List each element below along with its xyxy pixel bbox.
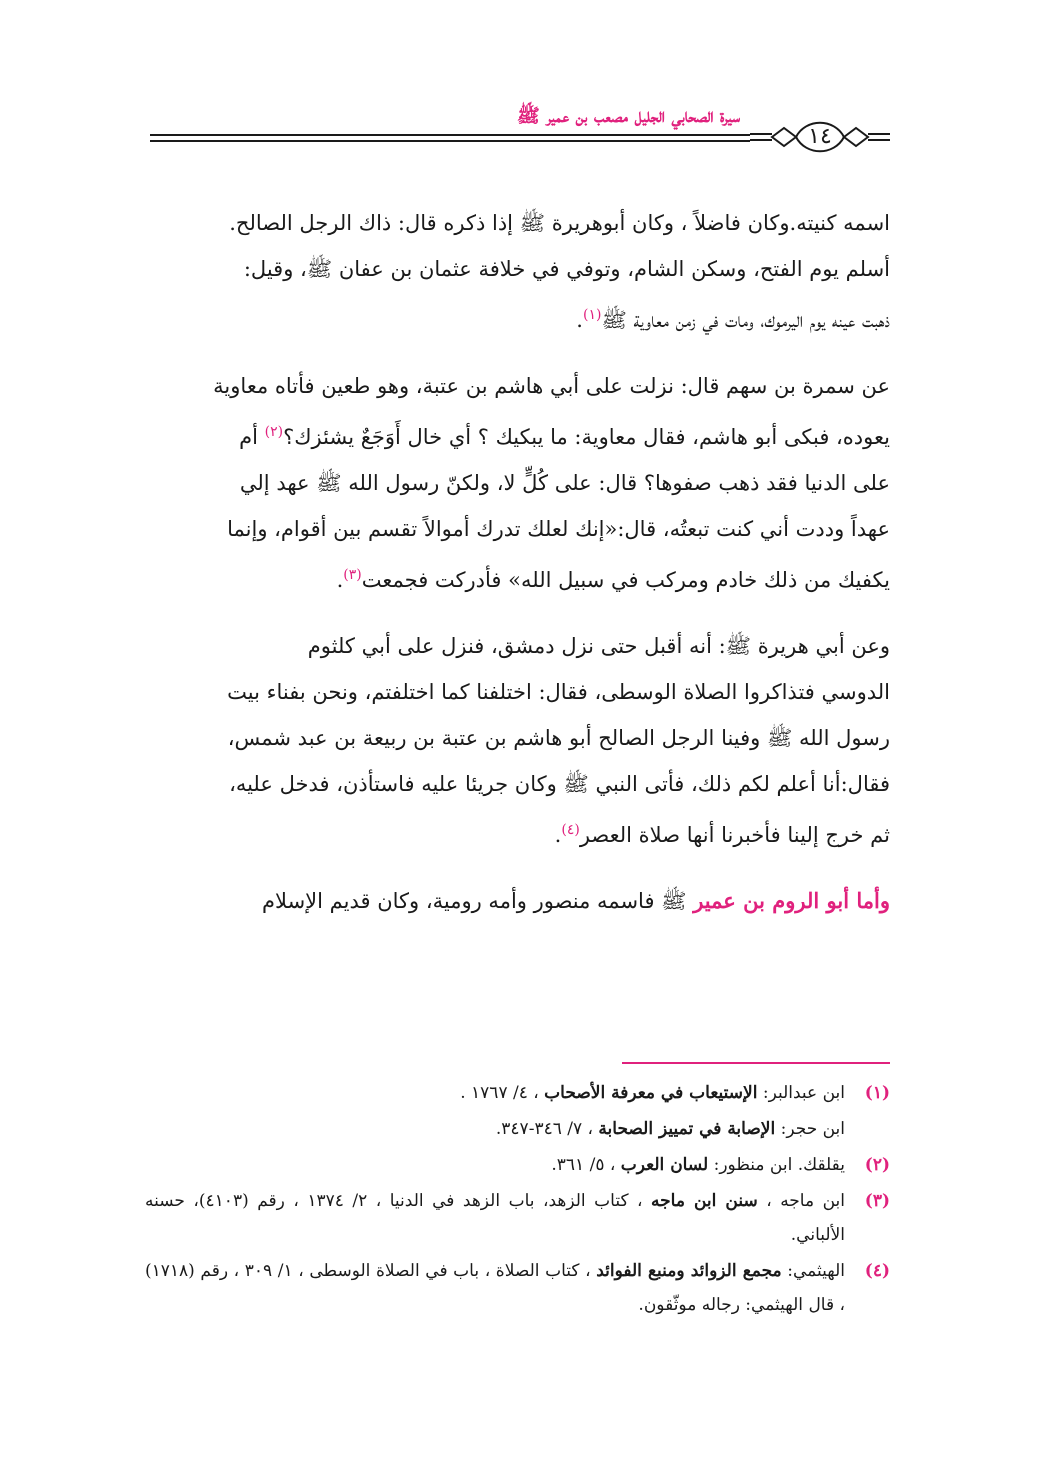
text-line [150, 807, 890, 858]
paragraph-3 [150, 623, 890, 858]
name-highlight: وأما أبو الروم بن عمير [693, 888, 890, 913]
footnote-text: الهيثمي: [781, 1261, 845, 1281]
footnote-ref[interactable]: (٤) [561, 822, 580, 838]
footnote-text: ، كتاب الصلاة ، باب في الصلاة الوسطى ، ١/ ٣٠٩ ، رقم (١٧١٨) ، قال الهيثمي: رجاله موثّقون. [145, 1261, 845, 1315]
footnote-ref[interactable]: (٣) [343, 567, 362, 583]
footnote-source-title: الإستيعاب في معرفة الأصحاب [544, 1083, 758, 1103]
text-span: . [554, 823, 562, 847]
text-line [150, 292, 890, 343]
main-text [150, 200, 890, 944]
footnote-number: (١) [864, 1083, 890, 1103]
text-line: رسول الله ﷺ وفينا الرجل الصالح أبو هاشم بن عتبة بن ربيعة بن عبد شمس، [227, 726, 890, 750]
text-span: أم [239, 425, 258, 449]
footnote-ref[interactable]: (١) [582, 307, 602, 323]
text-line: على الدنيا فقد ذهب صفوها؟ قال: على كُلٍّ لا، ولكنّ رسول الله ﷺ عهد إلي [239, 471, 890, 495]
footnote-source-title: الإصابة في تمييز الصحابة [598, 1119, 776, 1139]
footnote-text: يقلقك. ابن منظور: [708, 1155, 845, 1175]
text-span: ذهبت عينه يوم اليرموك، ومات في زمن معاوية ﷺ [601, 308, 890, 332]
footnote-text: ابن حجر: [775, 1119, 845, 1139]
footnote-text: ، كتاب الزهد، باب الزهد في الدنيا ، ٢/ ١٣٧٤ ، رقم (٤١٠٣)، حسنه الألباني. [145, 1191, 845, 1245]
footnote-item [145, 1184, 890, 1252]
paragraph-1 [150, 200, 890, 343]
text-span: ﷺ فاسمه منصور وأمه رومية، وكان قديم الإسلام [262, 889, 694, 913]
footnote-text: ، ٧/ ٣٤٦-٣٤٧. [495, 1119, 599, 1139]
text-line: فقال:أنا أعلم لكم ذلك، فأتى النبي ﷺ وكان جريئا عليه فاستأذن، فدخل عليه، [229, 772, 890, 796]
footnote-divider [622, 1062, 890, 1064]
footnote-number: (٤) [864, 1261, 890, 1281]
text-span: يعوده، فبكى أبو هاشم، فقال معاوية: ما يبكيك ؟ أي خال أَوَجَعٌ يشئزك؟ [283, 425, 890, 449]
footnotes [145, 1076, 890, 1324]
footnote-text: ، ٤/ ١٧٦٧ . [460, 1083, 545, 1103]
footnote-number: (٣) [864, 1191, 890, 1211]
text-line: أسلم يوم الفتح، وسكن الشام، وتوفي في خلافة عثمان بن عفان ﷺ، وقيل: [243, 257, 890, 281]
footnote-item [145, 1076, 890, 1110]
text-line [150, 552, 890, 603]
text-line: عهداً وددت أني كنت تبعتُه، قال:«إنك لعلك تدرك أموالاً تقسم بين أقوام، وإنما [227, 517, 890, 541]
footnote-item [145, 1254, 890, 1322]
paragraph-2 [150, 363, 890, 603]
header-rule [150, 140, 750, 142]
text-span: يكفيك من ذلك خادم ومركب في سبيل الله» فأدركت فجمعت [361, 568, 890, 592]
running-title: سيرة الصحابي الجليل مصعب بن عمير ﷺ [516, 105, 740, 127]
text-line: وعن أبي هريرة ﷺ: أنه أقبل حتى نزل دمشق، فنزل على أبي كلثوم [307, 634, 890, 658]
footnote-text: ابن عبدالبر: [757, 1083, 845, 1103]
text-line: اسمه كنيته.وكان فاضلاً ، وكان أبوهريرة ﷺ إذا ذكره قال: ذاك الرجل الصالح. [229, 211, 890, 235]
page-number-ornament [750, 114, 890, 160]
footnote-source-title: لسان العرب [620, 1155, 709, 1175]
footnote-text: ، ٥/ ٣٦١. [551, 1155, 621, 1175]
footnote-source-title: مجمع الزوائد ومنبع الفوائد [596, 1261, 782, 1281]
footnote-item [145, 1148, 890, 1182]
text-span: ثم خرج إلينا فأخبرنا أنها صلاة العصر [579, 823, 890, 847]
footnote-number: (٢) [864, 1155, 890, 1175]
page-header [150, 100, 890, 160]
text-line: عن سمرة بن سهم قال: نزلت على أبي هاشم بن عتبة، وهو طعين فأتاه معاوية [213, 374, 890, 398]
text-line: الدوسي فتذاكروا الصلاة الوسطى، فقال: اختلفنا كما اختلفتم، ونحن بفناء بيت [227, 680, 890, 704]
text-line [150, 878, 890, 924]
paragraph-4 [150, 878, 890, 924]
footnote-source-title: سنن ابن ماجه [651, 1191, 758, 1211]
text-span: . [576, 308, 583, 332]
header-rule [150, 134, 750, 136]
text-span: . [336, 568, 344, 592]
page-number: ١٤ [808, 124, 832, 149]
footnote-ref[interactable]: (٢) [264, 424, 284, 440]
footnote-text: ابن ماجه ، [757, 1191, 845, 1211]
footnote-item [145, 1112, 890, 1146]
text-line [150, 409, 890, 460]
